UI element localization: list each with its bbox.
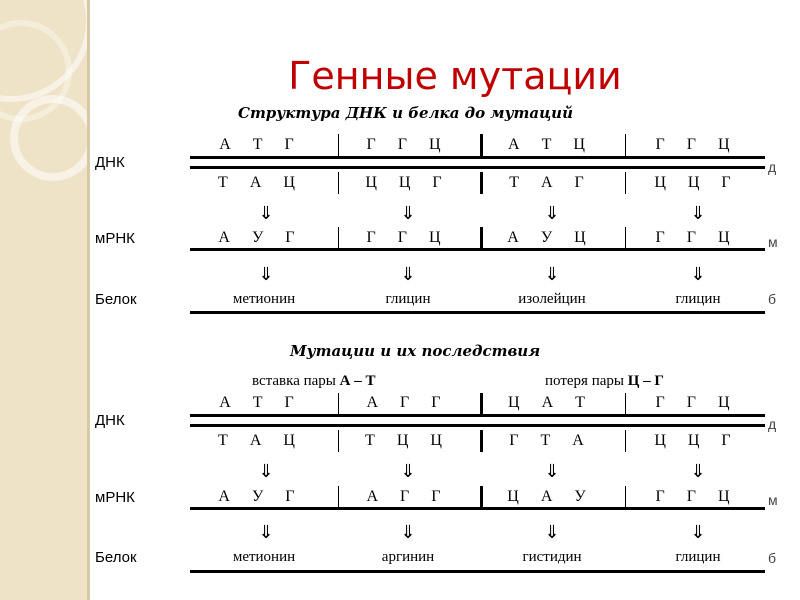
- down-arrow-icon: ⇓: [544, 203, 560, 224]
- amino-acid: метионин: [232, 291, 296, 307]
- codon-separator: [480, 430, 483, 452]
- mrna-line: [190, 507, 765, 510]
- dna-label-before: ДНК: [95, 154, 125, 171]
- deletion-pair: Ц – Г: [627, 373, 664, 389]
- mrna-codon: Г Г Ц: [366, 229, 450, 246]
- down-arrow-icon: ⇓: [400, 522, 416, 543]
- dna-strand-line: [190, 156, 765, 159]
- mrna-label-before: мРНК: [95, 230, 135, 247]
- mrna-codon: Ц А У: [507, 488, 595, 505]
- amino-acid: изолейцин: [518, 291, 586, 307]
- mrna-codon: Г Г Ц: [655, 229, 739, 246]
- codon-separator: [338, 430, 339, 452]
- down-arrow-icon: ⇓: [258, 203, 274, 224]
- protein-line: [190, 311, 765, 314]
- amino-acid: глицин: [675, 291, 721, 307]
- dna-bottom-codon: Т А Ц: [218, 174, 304, 191]
- codon-separator: [625, 227, 626, 249]
- edge-glyph: д: [768, 416, 777, 432]
- down-arrow-icon: ⇓: [258, 461, 274, 482]
- codon-separator: [480, 227, 483, 249]
- dna-bottom-codon: Ц Ц Г: [654, 174, 740, 191]
- codon-separator: [480, 486, 483, 508]
- dna-bottom-codon: Г Т А: [509, 432, 593, 449]
- dna-label-after: ДНК: [95, 412, 125, 429]
- codon-separator: [625, 393, 626, 415]
- down-arrow-icon: ⇓: [544, 264, 560, 285]
- dna-bottom-codon: Ц Ц Г: [365, 174, 451, 191]
- dna-top-codon: Г Г Ц: [655, 136, 739, 153]
- down-arrow-icon: ⇓: [258, 264, 274, 285]
- dna-top-codon: А Т Г: [219, 394, 303, 411]
- insertion-note: [252, 373, 375, 390]
- deletion-note: [545, 373, 664, 390]
- codon-separator: [625, 134, 626, 156]
- codon-separator: [625, 486, 626, 508]
- codon-separator: [338, 393, 339, 415]
- codon-separator: [338, 227, 339, 249]
- mrna-codon: А У Ц: [507, 229, 595, 246]
- amino-acid: гистидин: [522, 549, 582, 565]
- codon-separator: [338, 486, 339, 508]
- deletion-prefix: потеря пары: [545, 373, 624, 389]
- protein-label-after: Белок: [95, 549, 137, 566]
- dna-top-codon: А Т Г: [219, 136, 303, 153]
- decorative-sidebar: [0, 0, 90, 600]
- dna-top-codon: А Т Ц: [508, 136, 594, 153]
- edge-glyph: д: [768, 159, 777, 175]
- amino-acid: метионин: [232, 549, 296, 565]
- dna-bottom-codon: Ц Ц Г: [654, 432, 740, 449]
- codon-separator: [480, 172, 483, 194]
- section-before-title: Структура ДНК и белка до мутаций: [238, 104, 573, 122]
- decorative-ring: [10, 95, 90, 181]
- edge-glyph: м: [768, 234, 778, 250]
- codon-separator: [338, 134, 339, 156]
- insertion-pair: А – Т: [339, 373, 376, 389]
- dna-bottom-codon: Т А Г: [509, 174, 593, 191]
- amino-acid: глицин: [385, 291, 431, 307]
- down-arrow-icon: ⇓: [690, 461, 706, 482]
- mrna-line: [190, 248, 765, 251]
- protein-line: [190, 570, 765, 573]
- mrna-codon: А Г Г: [366, 488, 450, 505]
- down-arrow-icon: ⇓: [400, 264, 416, 285]
- edge-glyph: м: [768, 492, 778, 508]
- down-arrow-icon: ⇓: [258, 522, 274, 543]
- edge-glyph: б: [768, 291, 777, 307]
- dna-top-codon: Г Г Ц: [655, 394, 739, 411]
- protein-label-before: Белок: [95, 291, 137, 308]
- dna-top-codon: А Г Г: [366, 394, 450, 411]
- down-arrow-icon: ⇓: [544, 522, 560, 543]
- down-arrow-icon: ⇓: [690, 522, 706, 543]
- amino-acid: аргинин: [381, 549, 435, 565]
- down-arrow-icon: ⇓: [400, 461, 416, 482]
- slide-title: Генные мутации: [288, 54, 622, 98]
- dna-top-codon: Г Г Ц: [366, 136, 450, 153]
- down-arrow-icon: ⇓: [544, 461, 560, 482]
- codon-separator: [625, 172, 626, 194]
- sidebar-edge: [87, 0, 90, 600]
- down-arrow-icon: ⇓: [690, 264, 706, 285]
- mrna-codon: А У Г: [218, 229, 304, 246]
- dna-strand-line: [190, 166, 765, 169]
- insertion-prefix: вставка пары: [252, 373, 336, 389]
- dna-top-codon: Ц А Т: [508, 394, 594, 411]
- dna-bottom-codon: Т Ц Ц: [365, 432, 451, 449]
- down-arrow-icon: ⇓: [690, 203, 706, 224]
- codon-separator: [338, 172, 339, 194]
- codon-separator: [625, 430, 626, 452]
- section-after-title: Мутации и их последствия: [290, 342, 541, 360]
- amino-acid: глицин: [675, 549, 721, 565]
- codon-separator: [480, 134, 483, 156]
- mrna-codon: А У Г: [218, 488, 304, 505]
- mrna-label-after: мРНК: [95, 489, 135, 506]
- dna-strand-line: [190, 424, 765, 427]
- down-arrow-icon: ⇓: [400, 203, 416, 224]
- mrna-codon: Г Г Ц: [655, 488, 739, 505]
- codon-separator: [480, 393, 483, 415]
- dna-strand-line: [190, 414, 765, 417]
- edge-glyph: б: [768, 550, 777, 566]
- dna-bottom-codon: Т А Ц: [218, 432, 304, 449]
